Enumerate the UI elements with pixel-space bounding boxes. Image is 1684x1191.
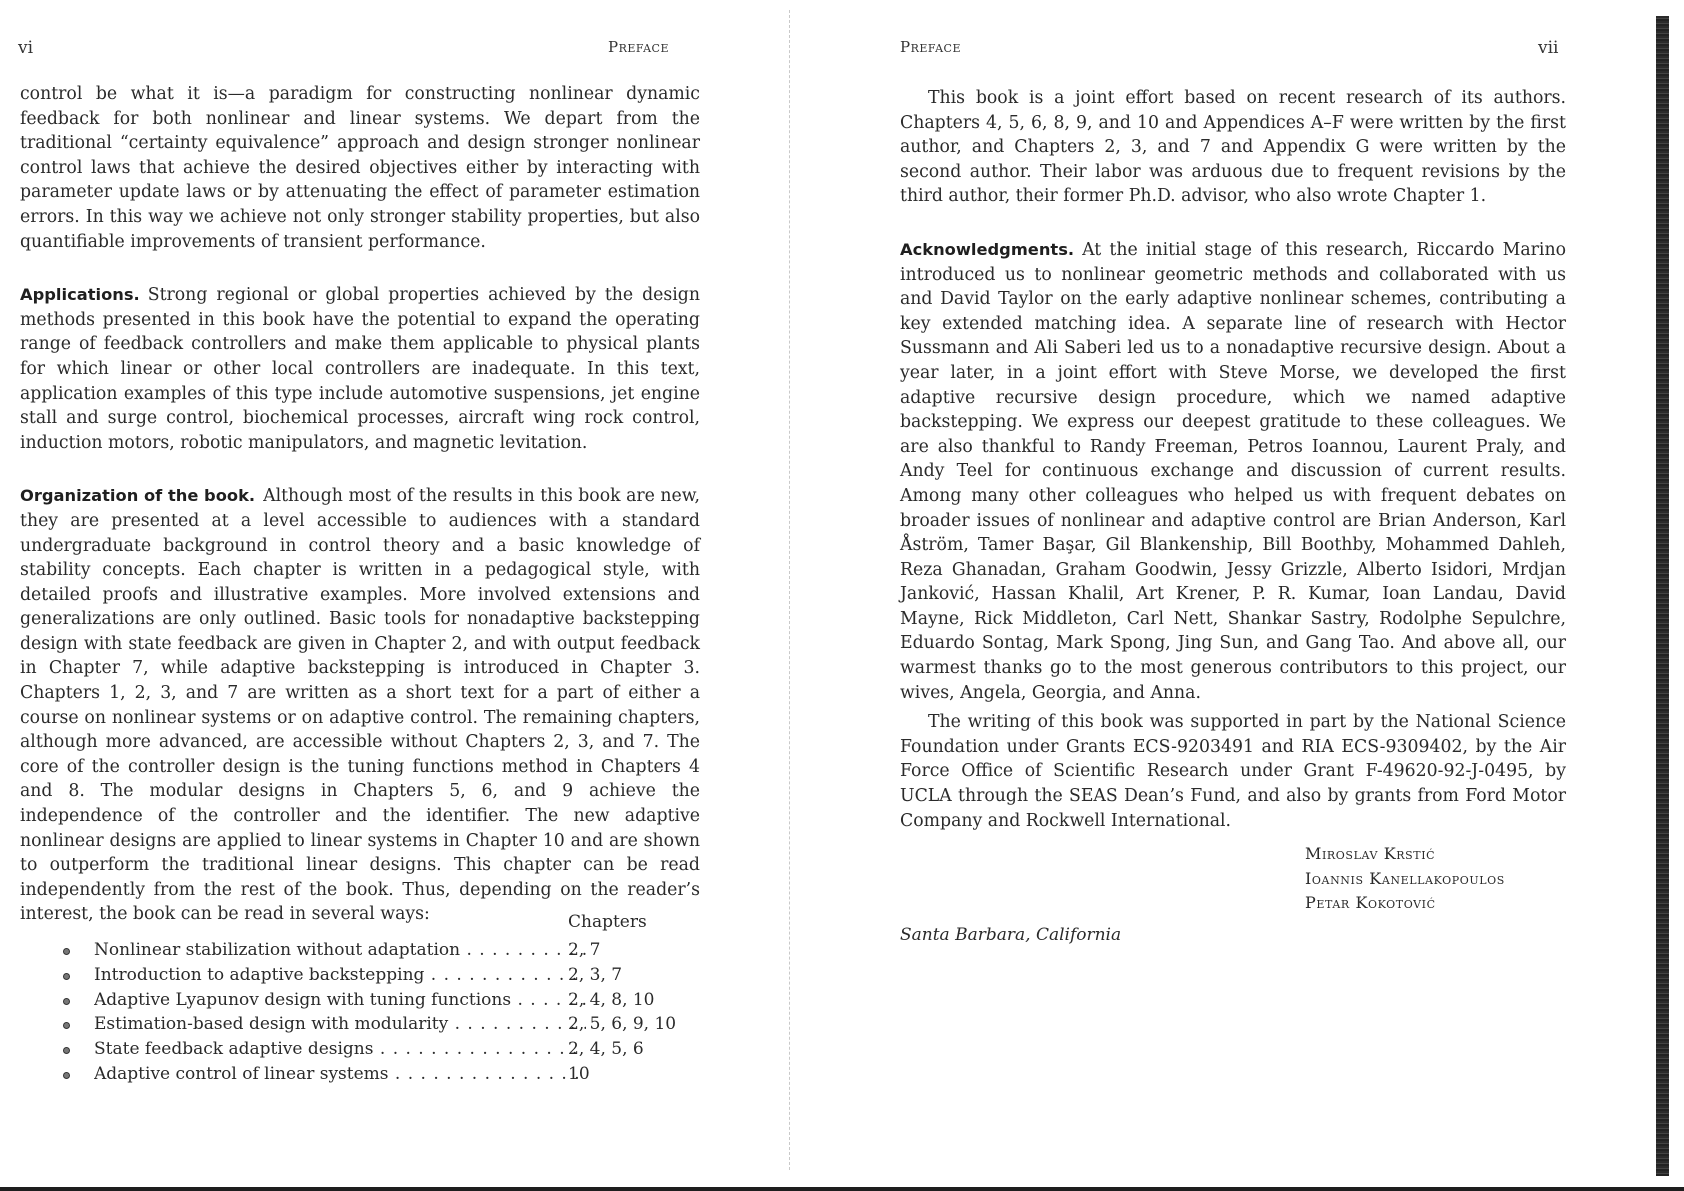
list-item — [60, 1039, 720, 1064]
paragraph-funding — [900, 710, 1566, 833]
runin-heading: Acknowledgments. — [900, 239, 1075, 259]
author-name: Petar Kokotović — [1305, 893, 1436, 912]
paragraph-text: At the initial stage of this research, Riccardo Marino introduced us to nonlinear geometric methods and collaborated with us and David Taylor on the early adaptive nonlinear schemes, contributing a key extended matching idea. A separate line of research with Hector Sussmann and Ali Saberi led us to a nonadaptive recursive design. About a year later, in a joint effort with Steve Morse, we developed the first adaptive recursive design procedure, which we named adaptive backstepping. We express our deepest gratitude to these colleagues. We are also thankful to Randy Freeman, Petros Ioannou, Laurent Praly, and Andy Teel for continuous exchange and discussion of current results. Among many other colleagues who helped us with frequent debates on broader issues of nonlinear and adaptive control are Brian Anderson, Karl Åström, Tamer Başar, Gil Blankenship, Bill Boothby, Mohammed Dahleh, Reza Ghanadan, Graham Goodwin, Jessy Grizzle, Alberto Isidori, Mrdjan Janković, Hassan Khalil, Art Krener, P. R. Kumar, Ioan Landau, David Mayne, Rick Middleton, Carl Nett, Shankar Sastry, Rodolphe Sepulchre, Eduardo Sontag, Mark Spong, Jing Sun, and Gang Tao. And above all, our warmest thanks go to the most generous contributors to this project, our wives, Angela, Georgia, and Anna. — [900, 239, 1566, 703]
list-item — [60, 965, 720, 990]
path-chapters: 2, 3, 7 — [568, 964, 623, 985]
bullet-icon — [63, 1022, 70, 1029]
runin-heading: Applications. — [20, 285, 140, 305]
paragraph-text: This book is a joint effort based on recent research of its authors. Chapters 4, 5, 6, 8, 9, and 10 and Appendices A–F were written by the first author, and Chapters 2, 3, and 7 and Appendix G were written by the second author. Their labor was arduous due to frequent revisions by the third author, their former Ph.D. advisor, who also wrote Chapter 1. — [900, 88, 1566, 207]
list-item — [60, 940, 720, 965]
paragraph-text: Although most of the results in this book are new, they are presented at a level accessible to audiences with a standard undergraduate background in control theory and a basic knowledge of stability concepts. Each chapter is written in a pedagogical style, with detailed proofs and illustrative examples. More involved extensions and generalizations are only outlined. Basic tools for nonadaptive backstepping design with state feedback are given in Chapter 2, and with output feedback in Chapter 7, while adaptive backstepping is introduced in Chapter 3. Chapters 1, 2, 3, and 7 are written as a short text for a part of either a course on nonlinear systems or on adaptive control. The remaining chapters, although more advanced, are accessible without Chapters 2, 3, and 7. The core of the controller design is the tuning functions method in Chapters 4 and 8. The modular designs in Chapters 5, 6, and 9 achieve the independence of the controller and the identifier. The new adaptive nonlinear designs are applied to linear systems in Chapter 10 and are shown to outperform the traditional linear designs. This chapter can be read independently from the rest of the book. Thus, depending on the reader’s interest, the book can be read in several ways: — [20, 486, 700, 925]
left-page — [0, 0, 790, 1191]
page-number: vi — [18, 38, 34, 58]
path-label: Adaptive Lyapunov design with tuning functions — [94, 989, 512, 1010]
path-label: Introduction to adaptive backstepping — [94, 964, 425, 985]
path-label: State feedback adaptive designs — [94, 1039, 374, 1060]
path-label: Adaptive control of linear systems — [94, 1063, 389, 1084]
path-chapters: 2, 4, 5, 6 — [568, 1039, 644, 1060]
path-chapters: 2, 5, 6, 9, 10 — [568, 1014, 677, 1035]
bullet-icon — [63, 973, 70, 980]
left-text-column — [20, 82, 700, 956]
paragraph-text: control be what it is—a paradigm for constructing nonlinear dynamic feedback for both nonlinear and linear systems. We depart from the traditional “certainty equivalence” approach and design stronger nonlinear control laws that achieve the desired objectives either by interacting with parameter update laws or by attenuating the effect of parameter estimation errors. In this way we achieve not only stronger stability properties, but also quantifiable improvements of transient performance. — [20, 84, 700, 252]
path-chapters: 2, 4, 8, 10 — [568, 989, 655, 1010]
right-text-column — [900, 86, 1566, 862]
path-chapters: 2, 7 — [568, 940, 601, 960]
list-item — [60, 1064, 720, 1089]
paragraph-intro-continued — [20, 82, 700, 254]
chapters-column-header: Chapters — [568, 912, 647, 932]
paragraph-organization — [20, 484, 700, 927]
paragraph-text: Strong regional or global properties achieved by the design methods presented in this book have the potential to expand the operating range of feedback controllers and make them applicable to physical plants for which linear or other local controllers are inadequate. In this text, application examples of this type include automotive suspensions, jet engine stall and surge control, biochemical processes, aircraft wing rock control, induction motors, robotic manipulators, and magnetic levitation. — [20, 285, 700, 453]
bullet-icon — [63, 1047, 70, 1054]
paragraph-applications — [20, 283, 700, 455]
reading-paths-list — [60, 940, 720, 1089]
path-chapters: 10 — [568, 1063, 590, 1084]
author-name: Ioannis Kanellakopoulos — [1305, 868, 1505, 888]
paragraph-text: The writing of this book was supported in part by the National Science Foundation under Grants ECS-9203491 and RIA ECS-9309402, by the Air Force Office of Scientific Research under Grant F-49620-92-J-0495, by UCLA through the SEAS Dean’s Fund, and also by grants from Ford Motor Company and Rockwell International. — [900, 712, 1566, 831]
page-number: vii — [1538, 38, 1559, 58]
place-line: Santa Barbara, California — [900, 925, 1122, 945]
path-label: Nonlinear stabilization without adaptation — [94, 940, 461, 960]
bullet-icon — [63, 948, 70, 955]
list-item — [60, 1014, 720, 1039]
bullet-icon — [63, 1072, 70, 1079]
running-head: Preface — [608, 38, 669, 56]
running-head: Preface — [900, 38, 961, 56]
path-label: Estimation-based design with modularity — [94, 1014, 449, 1035]
list-item — [60, 990, 720, 1015]
runin-heading: Organization of the book. — [20, 486, 256, 506]
paragraph-acknowledgments — [900, 238, 1566, 705]
right-page — [790, 0, 1684, 1191]
paragraph-authorship — [900, 86, 1566, 209]
author-signatures — [1305, 842, 1505, 916]
bullet-icon — [63, 998, 70, 1005]
author-name: Miroslav Krstić — [1305, 844, 1436, 863]
